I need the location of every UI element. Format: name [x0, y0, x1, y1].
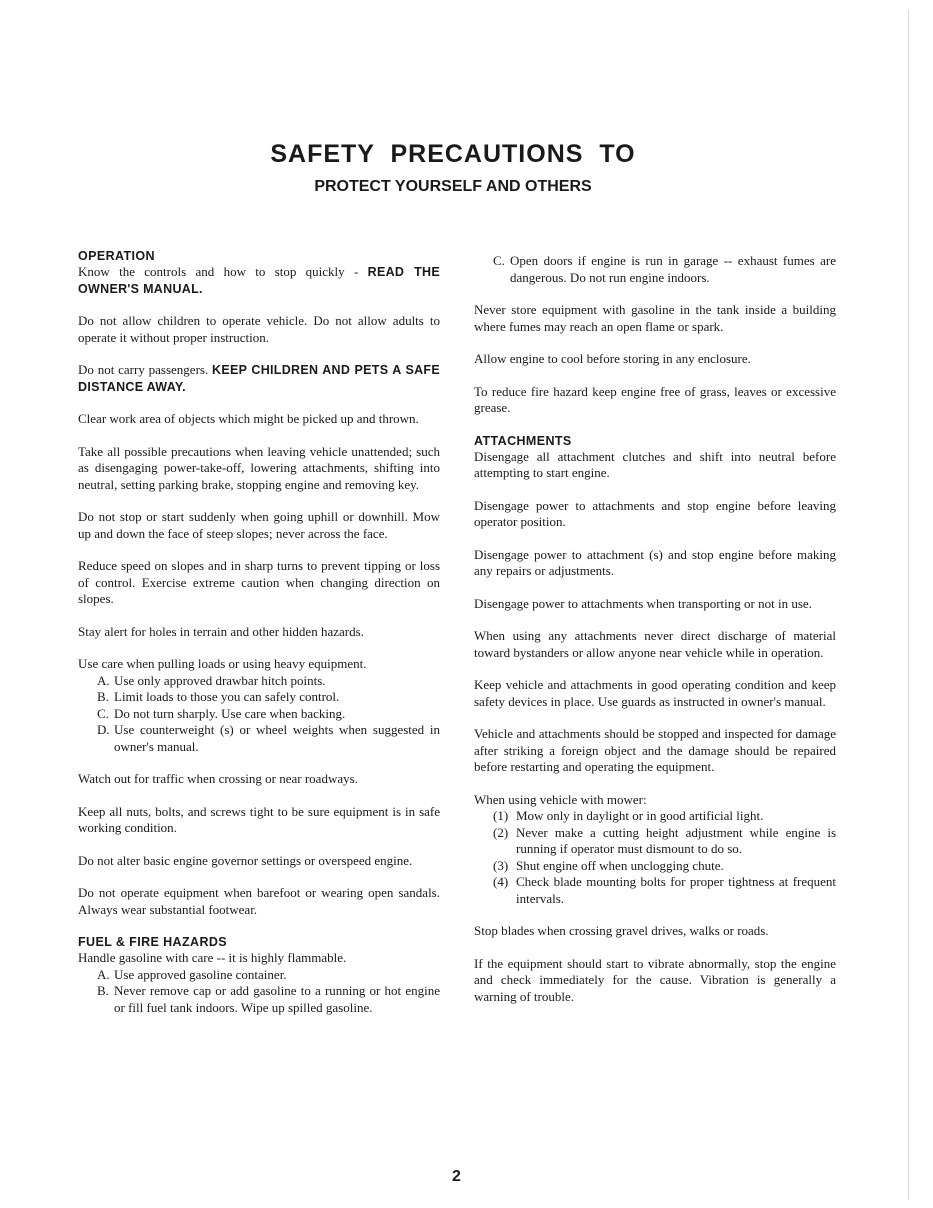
list-text: Use approved gasoline container. — [114, 966, 287, 982]
list-text: Check blade mounting bolts for proper tightness at frequent intervals. — [516, 874, 836, 906]
list-item — [474, 808, 836, 825]
list-item — [78, 722, 440, 755]
paragraph-text: Do not carry passengers. — [78, 362, 213, 377]
emphasis-text: READ THE OWNER'S MANUAL. — [78, 265, 440, 296]
list-item — [474, 825, 836, 858]
paragraph: Do not alter basic engine governor settings or overspeed engine. — [78, 852, 413, 868]
list-marker: A. — [97, 966, 110, 982]
fuel-list-continued — [474, 253, 836, 286]
emphasis-text: KEEP CHILDREN AND PETS A SAFE DISTANCE AWAY. — [78, 363, 440, 394]
paragraph — [78, 264, 440, 297]
list-marker: B. — [97, 689, 109, 704]
list-marker: D. — [97, 722, 110, 737]
list-text: Shut engine off when unclogging chute. — [516, 857, 724, 873]
attachments-heading: ATTACHMENTS — [474, 433, 572, 448]
list-marker: C. — [97, 705, 109, 721]
mower-list — [474, 808, 836, 907]
list-item — [78, 689, 440, 706]
paragraph: Keep all nuts, bolts, and screws tight to be sure equipment is in safe working condition. — [78, 803, 440, 835]
list-marker: C. — [493, 253, 505, 268]
right-column — [474, 253, 836, 1021]
paragraph: Disengage power to attachment (s) and stop engine before making any repairs or adjustments. — [474, 546, 836, 578]
paragraph: Take all possible precautions when leaving vehicle unattended; such as disengaging power-take-off, lowering attachments, shifting into neutral, setting parking brake, stopping engine and removing key. — [78, 443, 440, 492]
list-marker: A. — [97, 672, 110, 688]
paragraph: Allow engine to cool before storing in any enclosure. — [474, 351, 751, 366]
list-item — [78, 706, 440, 723]
fuel-fire-heading: FUEL & FIRE HAZARDS — [78, 935, 228, 949]
paragraph: Clear work area of objects which might be picked up and thrown. — [78, 411, 419, 426]
list-item — [474, 874, 836, 907]
list-item — [474, 253, 836, 286]
list-item — [78, 673, 440, 690]
list-marker: (1) — [493, 808, 509, 823]
paragraph: To reduce fire hazard keep engine free of grass, leaves or excessive grease. — [474, 383, 836, 415]
paragraph: Disengage power to attachments when transporting or not in use. — [474, 595, 812, 611]
page-title: SAFETY PRECAUTIONS TO — [270, 140, 636, 168]
paragraph: Reduce speed on slopes and in sharp turns to prevent tipping or loss of control. Exercise extreme caution when changing direction on slopes. — [78, 558, 440, 606]
list-text: Never remove cap or add gasoline to a running or hot engine or fill fuel tank indoors. Wipe up spilled gasoline. — [114, 983, 440, 1015]
paragraph-text: Know the controls and how to stop quickly - — [78, 264, 368, 279]
paragraph: Disengage power to attachments and stop engine before leaving operator position. — [474, 497, 836, 529]
scan-edge-line — [908, 10, 909, 1200]
paragraph — [78, 362, 440, 395]
paragraph: When using vehicle with mower: — [474, 791, 647, 807]
list-text: Use counterweight (s) or wheel weights when suggested in owner's manual. — [114, 722, 440, 754]
list-text: Never make a cutting height adjustment while engine is running if operator must dismount to do so. — [516, 824, 836, 856]
page-subtitle: PROTECT YOURSELF AND OTHERS — [314, 178, 592, 195]
list-item — [78, 967, 440, 984]
paragraph: Do not allow children to operate vehicle. Do not allow adults to operate it without proper instruction. — [78, 313, 440, 345]
paragraph: Do not operate equipment when barefoot or wearing open sandals. Always wear substantial footwear. — [78, 885, 440, 917]
paragraph: Do not stop or start suddenly when going uphill or downhill. Mow up and down the face of steep slopes; never across the face. — [78, 509, 440, 541]
fuel-list — [78, 967, 440, 1017]
list-marker: (3) — [493, 857, 509, 873]
paragraph: Never store equipment with gasoline in the tank inside a building where fumes may reach an open flame or spark. — [474, 302, 836, 334]
list-marker: (2) — [493, 824, 509, 840]
paragraph: Stop blades when crossing gravel drives, walks or roads. — [474, 923, 769, 938]
list-item — [78, 983, 440, 1016]
list-marker: (4) — [493, 874, 509, 889]
paragraph: Vehicle and attachments should be stopped and inspected for damage after striking a foreign object and the damage should be repaired before restarting and operating the equipment. — [474, 726, 836, 774]
paragraph: Disengage all attachment clutches and shift into neutral before attempting to start engine. — [474, 448, 836, 480]
list-text: Do not turn sharply. Use care when backing. — [114, 705, 346, 721]
list-text: Use only approved drawbar hitch points. — [114, 672, 326, 688]
list-item — [474, 858, 836, 875]
list-marker: B. — [97, 983, 109, 998]
paragraph: If the equipment should start to vibrate abnormally, stop the engine and check immediately for the cause. Vibration is generally a warning of trouble. — [474, 955, 836, 1004]
left-column — [78, 248, 440, 1032]
paragraph: Handle gasoline with care -- it is highly flammable. — [78, 950, 347, 965]
paragraph: When using any attachments never direct discharge of material toward bystanders or allow anyone near vehicle while in operation. — [474, 628, 836, 660]
paragraph: Use care when pulling loads or using heavy equipment. — [78, 656, 367, 671]
paragraph: Keep vehicle and attachments in good operating condition and keep safety devices in place. Use guards as instructed in owner's manual. — [474, 677, 836, 709]
page-number: 2 — [452, 1168, 461, 1185]
list-text: Mow only in daylight or in good artificial light. — [516, 808, 764, 823]
operation-heading: OPERATION — [78, 249, 155, 263]
list-text: Open doors if engine is run in garage -- exhaust fumes are dangerous. Do not run engine indoors. — [510, 253, 836, 285]
paragraph: Stay alert for holes in terrain and other hidden hazards. — [78, 623, 364, 639]
loads-list — [78, 673, 440, 756]
list-text: Limit loads to those you can safely control. — [114, 689, 340, 704]
paragraph: Watch out for traffic when crossing or near roadways. — [78, 771, 358, 786]
